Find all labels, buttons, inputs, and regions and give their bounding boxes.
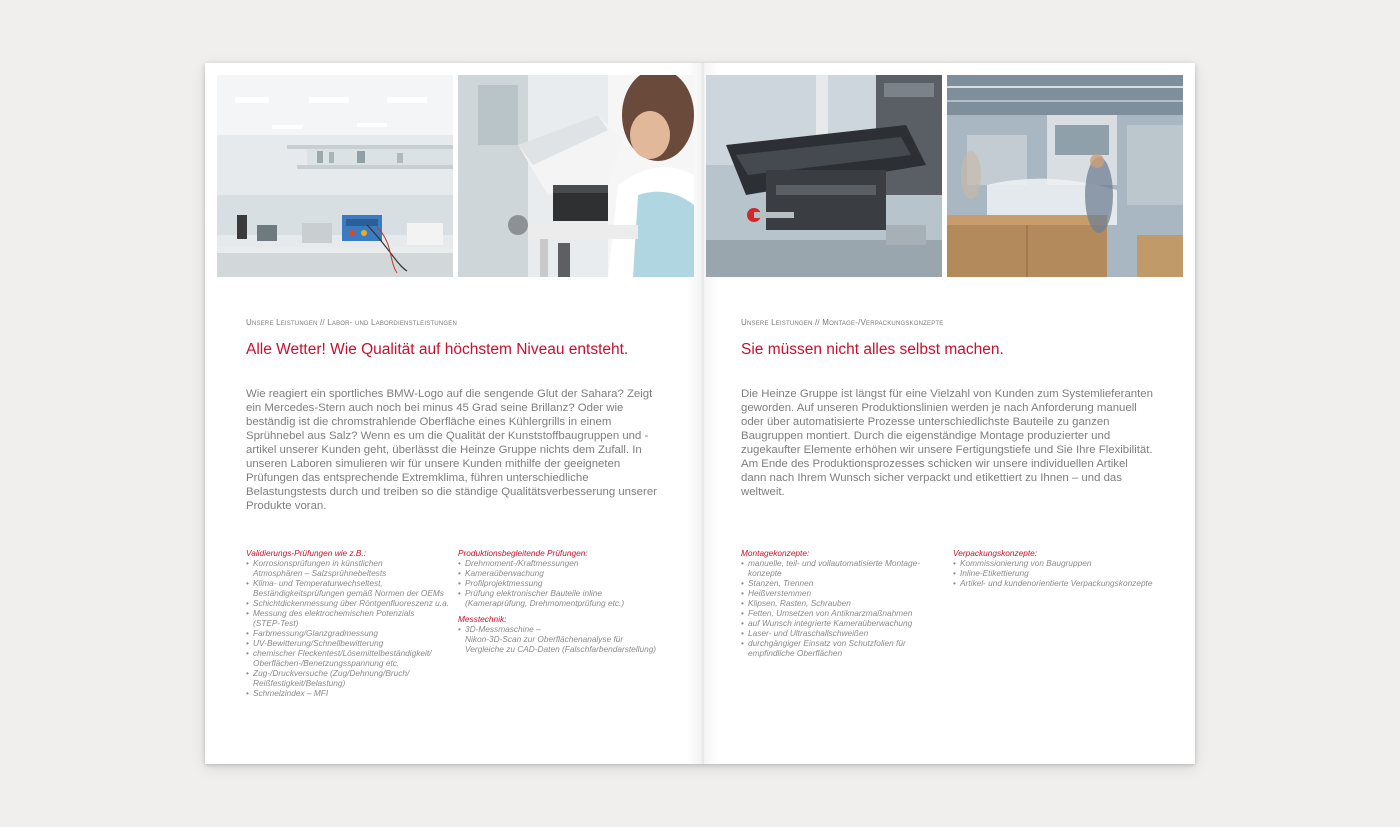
list-item: [953, 568, 1163, 578]
list-item: [741, 628, 951, 638]
list-item: [953, 558, 1163, 568]
list-item: [458, 568, 668, 578]
list-item: [741, 608, 951, 618]
left-headline: Alle Wetter! Wie Qualität auf höchstem Niveau entsteht.: [246, 341, 629, 358]
list: [458, 624, 668, 654]
list-item-line: • Profilprojektmessung: [465, 578, 543, 588]
list-item: [458, 558, 668, 568]
list-item-line: Atmosphären – Salzsprühnebeltests: [253, 568, 387, 578]
list-item: [246, 608, 456, 628]
packaging-concepts-column: [953, 548, 1163, 588]
list-item-line: • Heißverstemmen: [748, 588, 812, 598]
list-item-line: • Prüfung elektronischer Bauteile inline: [465, 588, 602, 598]
list-item-line: • Kameraüberwachung: [465, 568, 544, 578]
list-item-line: • 3D-Messmaschine –: [465, 624, 541, 634]
list-item-line: (Kameraprüfung, Drehmomentprüfung etc.): [465, 598, 625, 608]
list-title: Verpackungskonzepte:: [953, 548, 1038, 558]
left-breadcrumb: Unsere Leistungen // Labor- und Labordienstleistungen: [246, 318, 457, 327]
left-page: [246, 318, 666, 698]
right-body-text: Die Heinze Gruppe ist längst für eine Vielzahl von Kunden zum Systemlieferanten geworden. Auf unseren Produktionslinien werden je nach Anforderung manuell oder über automatisierte Prozesse unterschiedlichste Bauteile zu ganzen Baugruppen montiert. Durch die eigenständige Montage produzierter und zugekaufter Elemente erhöhen wir unsere Fertigungstiefe und Sie Ihre Flexibilität. Am Ende des Produktionsprozesses schicken wir unsere individuellen Artikel dann nach Ihrem Wunsch sicher verpackt und etikettiert zu Ihnen – und das weltweit.: [741, 388, 1153, 498]
list-item: [953, 578, 1163, 588]
list: [458, 558, 668, 608]
list-item-line: empfindliche Oberflächen: [748, 648, 843, 658]
right-headline: Sie müssen nicht alles selbst machen.: [741, 341, 1004, 358]
list-item: [246, 598, 456, 608]
microscope-photo: [458, 75, 694, 277]
list-item-line: • Schichtdickenmessung über Röntgenfluoreszenz u.a.: [253, 598, 450, 608]
right-breadcrumb: Unsere Leistungen // Montage-/Verpackungskonzepte: [741, 318, 944, 327]
laboratory-photo: [217, 75, 453, 277]
list-item-line: konzepte: [748, 568, 782, 578]
list-item-line: • durchgängiger Einsatz von Schutzfolien für: [748, 638, 906, 648]
list-item-line: • Drehmoment-/Kraftmessungen: [465, 558, 579, 568]
list-item-line: • Klipsen, Rasten, Schrauben: [748, 598, 851, 608]
list-item-line: • Farbmessung/Glanzgradmessung: [253, 628, 378, 638]
list-item-line: • Laser- und Ultraschallschweißen: [748, 628, 869, 638]
list-item: [246, 558, 456, 578]
list-item-line: • Inline-Etikettierung: [960, 568, 1029, 578]
list-item: [741, 618, 951, 628]
assembly-concepts-column: [741, 548, 951, 658]
list-title: Montagekonzepte:: [741, 548, 810, 558]
list-item-line: • UV-Bewitterung/Schnellbewitterung: [253, 638, 384, 648]
list-item-line: • Klima- und Temperaturwechseltest,: [253, 578, 383, 588]
list-title: Validierungs-Prüfungen wie z.B.:: [246, 548, 367, 558]
production-hall-photo: [947, 75, 1183, 277]
list-item-line: • manuelle, teil- und vollautomatisierte Montage-: [748, 558, 921, 568]
list-item-line: • chemischer Fleckentest/Lösemittelbeständigkeit/: [253, 648, 432, 658]
list-item-line: • Stanzen, Trennen: [748, 578, 814, 588]
list-item: [741, 638, 951, 658]
list-item-line: Vergleiche zu CAD-Daten (Falschfarbendarstellung): [465, 644, 657, 654]
list-title: Produktionsbegleitende Prüfungen:: [458, 548, 588, 558]
list-item: [246, 648, 456, 668]
left-body-text: Wie reagiert ein sportliches BMW-Logo auf die sengende Glut der Sahara? Zeigt ein Mercedes-Stern auch noch bei minus 45 Grad seine Brillanz? Oder wie beständig ist die chromstrahlende Oberfläche eines Kühlergrills in einem Sprühnebel aus Salz? Wenn es um die Qualität der Kunststoffbaugruppen und -artikel unserer Kunden geht, überlässt die Heinze Gruppe nichts dem Zufall. In unseren Laboren simulieren wir für unsere Kunden mithilfe der geeigneten Prüfungen das entsprechende Extremklima, führen unterschiedliche Belastungstests durch und treiben so die ständige Qualitätsverbesserung unserer Produkte voran.: [246, 388, 657, 512]
list-item: [741, 588, 951, 598]
list-item-line: (STEP-Test): [253, 618, 299, 628]
list-item-line: Nikon-3D-Scan zur Oberflächenanalyse für: [465, 634, 624, 644]
list-title: Messtechnik:: [458, 614, 507, 624]
assembly-fixture-photo: [706, 75, 942, 277]
list-item-line: • Kommissionierung von Baugruppen: [960, 558, 1092, 568]
list-item-line: Oberflächen-/Benetzungsspannung etc.: [253, 658, 400, 668]
list-item: [458, 578, 668, 588]
list: [953, 558, 1163, 588]
list-item: [246, 668, 456, 688]
list-item-line: Beständigkeitsprüfungen gemäß Normen der OEMs: [253, 588, 444, 598]
list-item-line: • Fetten, Umsetzen von Antiknarzmaßnahmen: [748, 608, 913, 618]
list-item: [458, 624, 668, 654]
list-item: [741, 558, 951, 578]
list-item: [741, 578, 951, 588]
list-item: [741, 598, 951, 608]
list-item-line: • Zug-/Druckversuche (Zug/Dehnung/Bruch/: [253, 668, 410, 678]
list-item-line: Reißfestigkeit/Belastung): [253, 678, 346, 688]
list-item-line: • Messung des elektrochemischen Potenzials: [253, 608, 415, 618]
list-item-line: • Korrosionsprüfungen in künstlichen: [253, 558, 383, 568]
list-item-line: • Artikel- und kundenorientierte Verpackungskonzepte: [960, 578, 1153, 588]
list-item-line: • auf Wunsch integrierte Kameraüberwachung: [748, 618, 913, 628]
list-item: [246, 628, 456, 638]
list-item: [458, 588, 668, 608]
list: [741, 558, 951, 658]
validation-tests-column: [246, 548, 456, 698]
production-tests-column: [458, 548, 668, 654]
list-item-line: • Schmelzindex – MFI: [253, 688, 329, 698]
right-page: [741, 318, 1161, 658]
list-item: [246, 578, 456, 598]
list-item: [246, 688, 456, 698]
brochure-spread: [205, 63, 1195, 764]
list: [246, 558, 456, 698]
list-item: [246, 638, 456, 648]
